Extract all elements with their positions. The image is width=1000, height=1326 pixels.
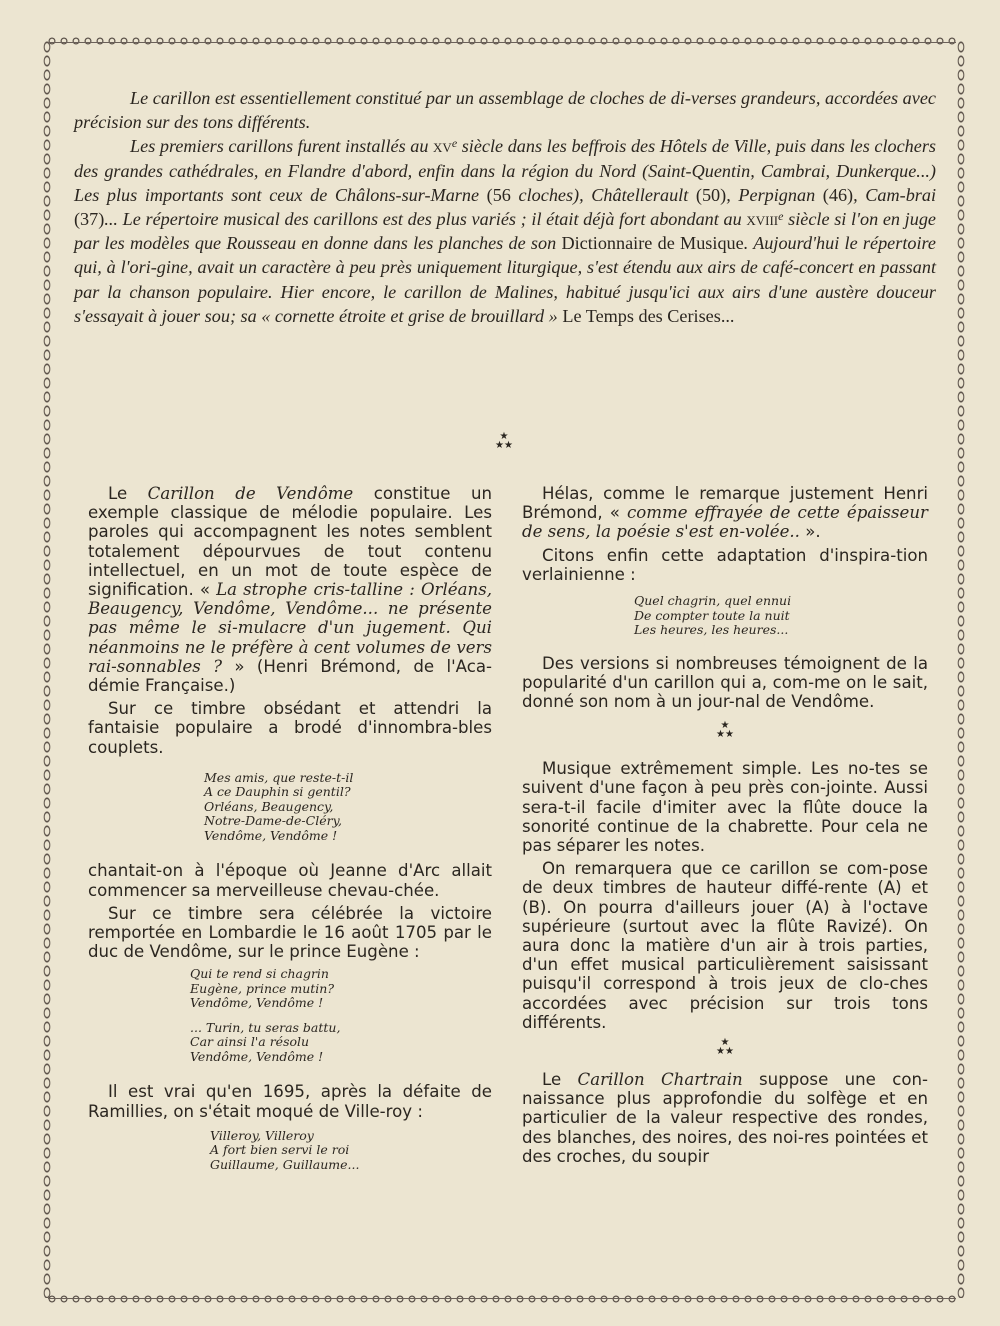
intro-p2-sup-1: e xyxy=(451,136,458,151)
asterism-divider-2: ★ ★★ xyxy=(716,720,734,741)
verse-line: Les heures, les heures... xyxy=(634,622,789,638)
verse-line: Vendôme, Vendôme ! xyxy=(204,827,338,843)
intro-p2-e: , Cam-brai xyxy=(853,184,937,205)
intro-p2-century-1: xv xyxy=(433,136,452,157)
right-p1-c: ». xyxy=(799,522,821,542)
intro-p2-a: Les premiers carillons furent installés au xyxy=(130,136,434,157)
asterism-divider-1: ★ ★★ xyxy=(495,431,513,451)
verse-line: Quel chagrin, quel ennui xyxy=(634,593,792,609)
verse-line: Car ainsi l'a résolu xyxy=(190,1034,310,1050)
left-p1-quote: La strophe cris-talline : Orléans, Beaugency, Vendôme, Vendôme... ne présente pas même le si-mulacre d'un jugement. Qui néanmoins ne le préfère à cent volumes de vers rai-sonnables ? xyxy=(88,580,492,676)
verse-line: Vendôme, Vendôme ! xyxy=(190,995,324,1011)
verse-line: Notre-Dame-de-Cléry, xyxy=(204,813,342,829)
asterism-divider-3: ★ ★★ xyxy=(716,1036,734,1057)
verse-line: Eugène, prince mutin? xyxy=(190,980,335,996)
intro-p2-f: ... Le répertoire musical des carillons est des plus variés ; il était déjà fort abondant au xyxy=(104,209,747,230)
intro-text xyxy=(74,86,936,328)
verse-line: A ce Dauphin si gentil? xyxy=(204,784,351,800)
intro-p2-b: siècle dans les beffrois des Hôtels de Ville, puis dans les clochers des grandes cathédrales, en Flandre d'abord, enfin dans la région du Nord (Saint-Quentin, Cambrai, Dunkerque...) Les plus importants sont ceux de Châlons-sur-Marne xyxy=(74,136,936,205)
intro-p2-n1: (56 xyxy=(486,184,511,205)
verse-line: Mes amis, que reste-t-il xyxy=(204,769,354,785)
right-p6-c: suppose une con-naissance plus approfondie du solfège et en particulier de la valeur respective des rondes, des blanches, des noires, des noi-res pointées et des croches, du soupir xyxy=(522,1069,928,1166)
ornamental-border-left xyxy=(42,40,52,1298)
intro-p2-n2: (50) xyxy=(695,184,727,205)
intro-p1-text: Le carillon est essentiellement constitué par un assemblage de cloches de di-verses grandeurs, accordées avec précision sur des tons différents. xyxy=(74,88,936,133)
right-column xyxy=(522,484,928,1170)
right-p6-title: Carillon Chartrain xyxy=(577,1069,743,1089)
ornamental-border-bottom xyxy=(46,1294,958,1304)
intro-paragraph-2 xyxy=(74,134,936,328)
right-p6-a: Le xyxy=(542,1069,578,1089)
right-paragraph-4: Musique extrêmement simple. Les no-tes se suivent d'une façon à peu près con-jointe. Aussi sera-t-il facile d'imiter avec la flûte douce la sonorité continue de la chabrette. Pour cela ne pas séparer les notes. xyxy=(522,759,928,855)
right-paragraph-2: Citons enfin cette adaptation d'inspira-tion verlainienne : xyxy=(522,545,928,584)
intro-p2-i: . Aujourd'hui le répertoire qui, à l'ori-gine, avait un caractère à peu près uniquement liturgique, s'est étendu aux airs de café-concert en passant par la chanson populaire. Hier encore, le carillon de Malines, habitué jusqu'ici aux airs d'une austère douceur s'essayait à jouer sou; sa « cornette étroite et grise de brouillard » xyxy=(74,233,936,326)
left-paragraph-1 xyxy=(88,484,492,695)
intro-p2-n4: (37) xyxy=(74,209,105,230)
verse-line: Villeroy, Villeroy xyxy=(210,1127,314,1143)
intro-p2-century-2: xviii xyxy=(746,209,779,230)
verse-line: A fort bien servi le roi xyxy=(210,1142,350,1158)
left-p1-a: Le xyxy=(108,484,148,503)
verse-line: Qui te rend si chagrin xyxy=(190,966,329,982)
intro-p2-song-title: Le Temps des Cerises... xyxy=(562,305,735,326)
intro-p2-g: siècle si l'on en juge par les modèles que Rousseau en donne dans les planches de son xyxy=(74,209,936,254)
ornamental-border-right xyxy=(956,40,966,1298)
intro-p2-n3: (46) xyxy=(822,184,854,205)
verse-line: Orléans, Beaugency, xyxy=(204,798,334,814)
verse-block-1 xyxy=(204,771,492,844)
right-paragraph-1 xyxy=(522,484,928,542)
verse-block-5 xyxy=(634,594,928,638)
left-column xyxy=(88,484,492,1190)
left-p1-title: Carillon de Vendôme xyxy=(147,484,354,503)
right-paragraph-6 xyxy=(522,1070,928,1166)
intro-p2-book-title: Dictionnaire de Musique xyxy=(561,233,744,254)
left-paragraph-2: Sur ce timbre obsédant et attendri la fantaisie populaire a brodé d'innombra-bles couplets. xyxy=(88,699,492,757)
intro-paragraph-1 xyxy=(74,86,936,134)
verse-line: Vendôme, Vendôme ! xyxy=(190,1048,324,1064)
right-paragraph-3: Des versions si nombreuses témoignent de la popularité d'un carillon qui a, com-me on le sait, donné son nom à un jour-nal de Vendôme. xyxy=(522,653,928,711)
verse-block-4 xyxy=(210,1129,492,1173)
intro-p2-c: cloches), Châtellerault xyxy=(510,184,696,205)
right-p1-a: Hélas, comme le remarque justement Henri Brémond, « xyxy=(522,484,928,523)
left-paragraph-4: Sur ce timbre sera célébrée la victoire remportée en Lombardie le 16 août 1705 par le duc de Vendôme, sur le prince Eugène : xyxy=(88,903,492,962)
verse-line: De compter toute la nuit xyxy=(634,607,790,623)
right-p1-quote: comme effrayée de cette épaisseur de sens, la poésie s'est en-volée.. xyxy=(522,503,928,542)
verse-line: ... Turin, tu seras battu, xyxy=(190,1019,341,1035)
left-paragraph-3: chantait-on à l'époque où Jeanne d'Arc allait commencer sa merveilleuse chevau-chée. xyxy=(88,861,492,900)
verse-block-3 xyxy=(190,1021,492,1065)
verse-block-2 xyxy=(190,967,492,1011)
border-rule-top xyxy=(48,42,956,43)
left-p1-c: constitue un exemple classique de mélodie populaire. Les paroles qui accompagnent les notes semblent totalement dépourvues de tout contenu intellectuel, en un mot de toute espèce de signification. « xyxy=(88,484,492,600)
verse-line: Guillaume, Guillaume... xyxy=(210,1156,360,1172)
right-paragraph-5: On remarquera que ce carillon se com-pose de deux timbres de hauteur diffé-rente (A) et (B). On pourra d'ailleurs jouer (A) à l'octave supérieure (surtout avec la flûte Ravizé). On aura donc la matière d'un air à trois parties, d'un effet musical particulièrement saisissant puisqu'il correspond à trois jeux de clo-ches accordées avec précision sur trois tons différents. xyxy=(522,859,928,1032)
border-rule-bottom xyxy=(48,1298,956,1299)
left-paragraph-5: Il est vrai qu'en 1695, après la défaite de Ramillies, on s'était moqué de Ville-roy : xyxy=(88,1082,492,1121)
left-p1-e: » (Henri Brémond, de l'Aca-démie Française.) xyxy=(88,656,492,696)
ornamental-border-top xyxy=(46,36,958,46)
intro-p2-d: , Perpignan xyxy=(726,184,823,205)
intro-p2-sup-2: e xyxy=(778,209,784,224)
